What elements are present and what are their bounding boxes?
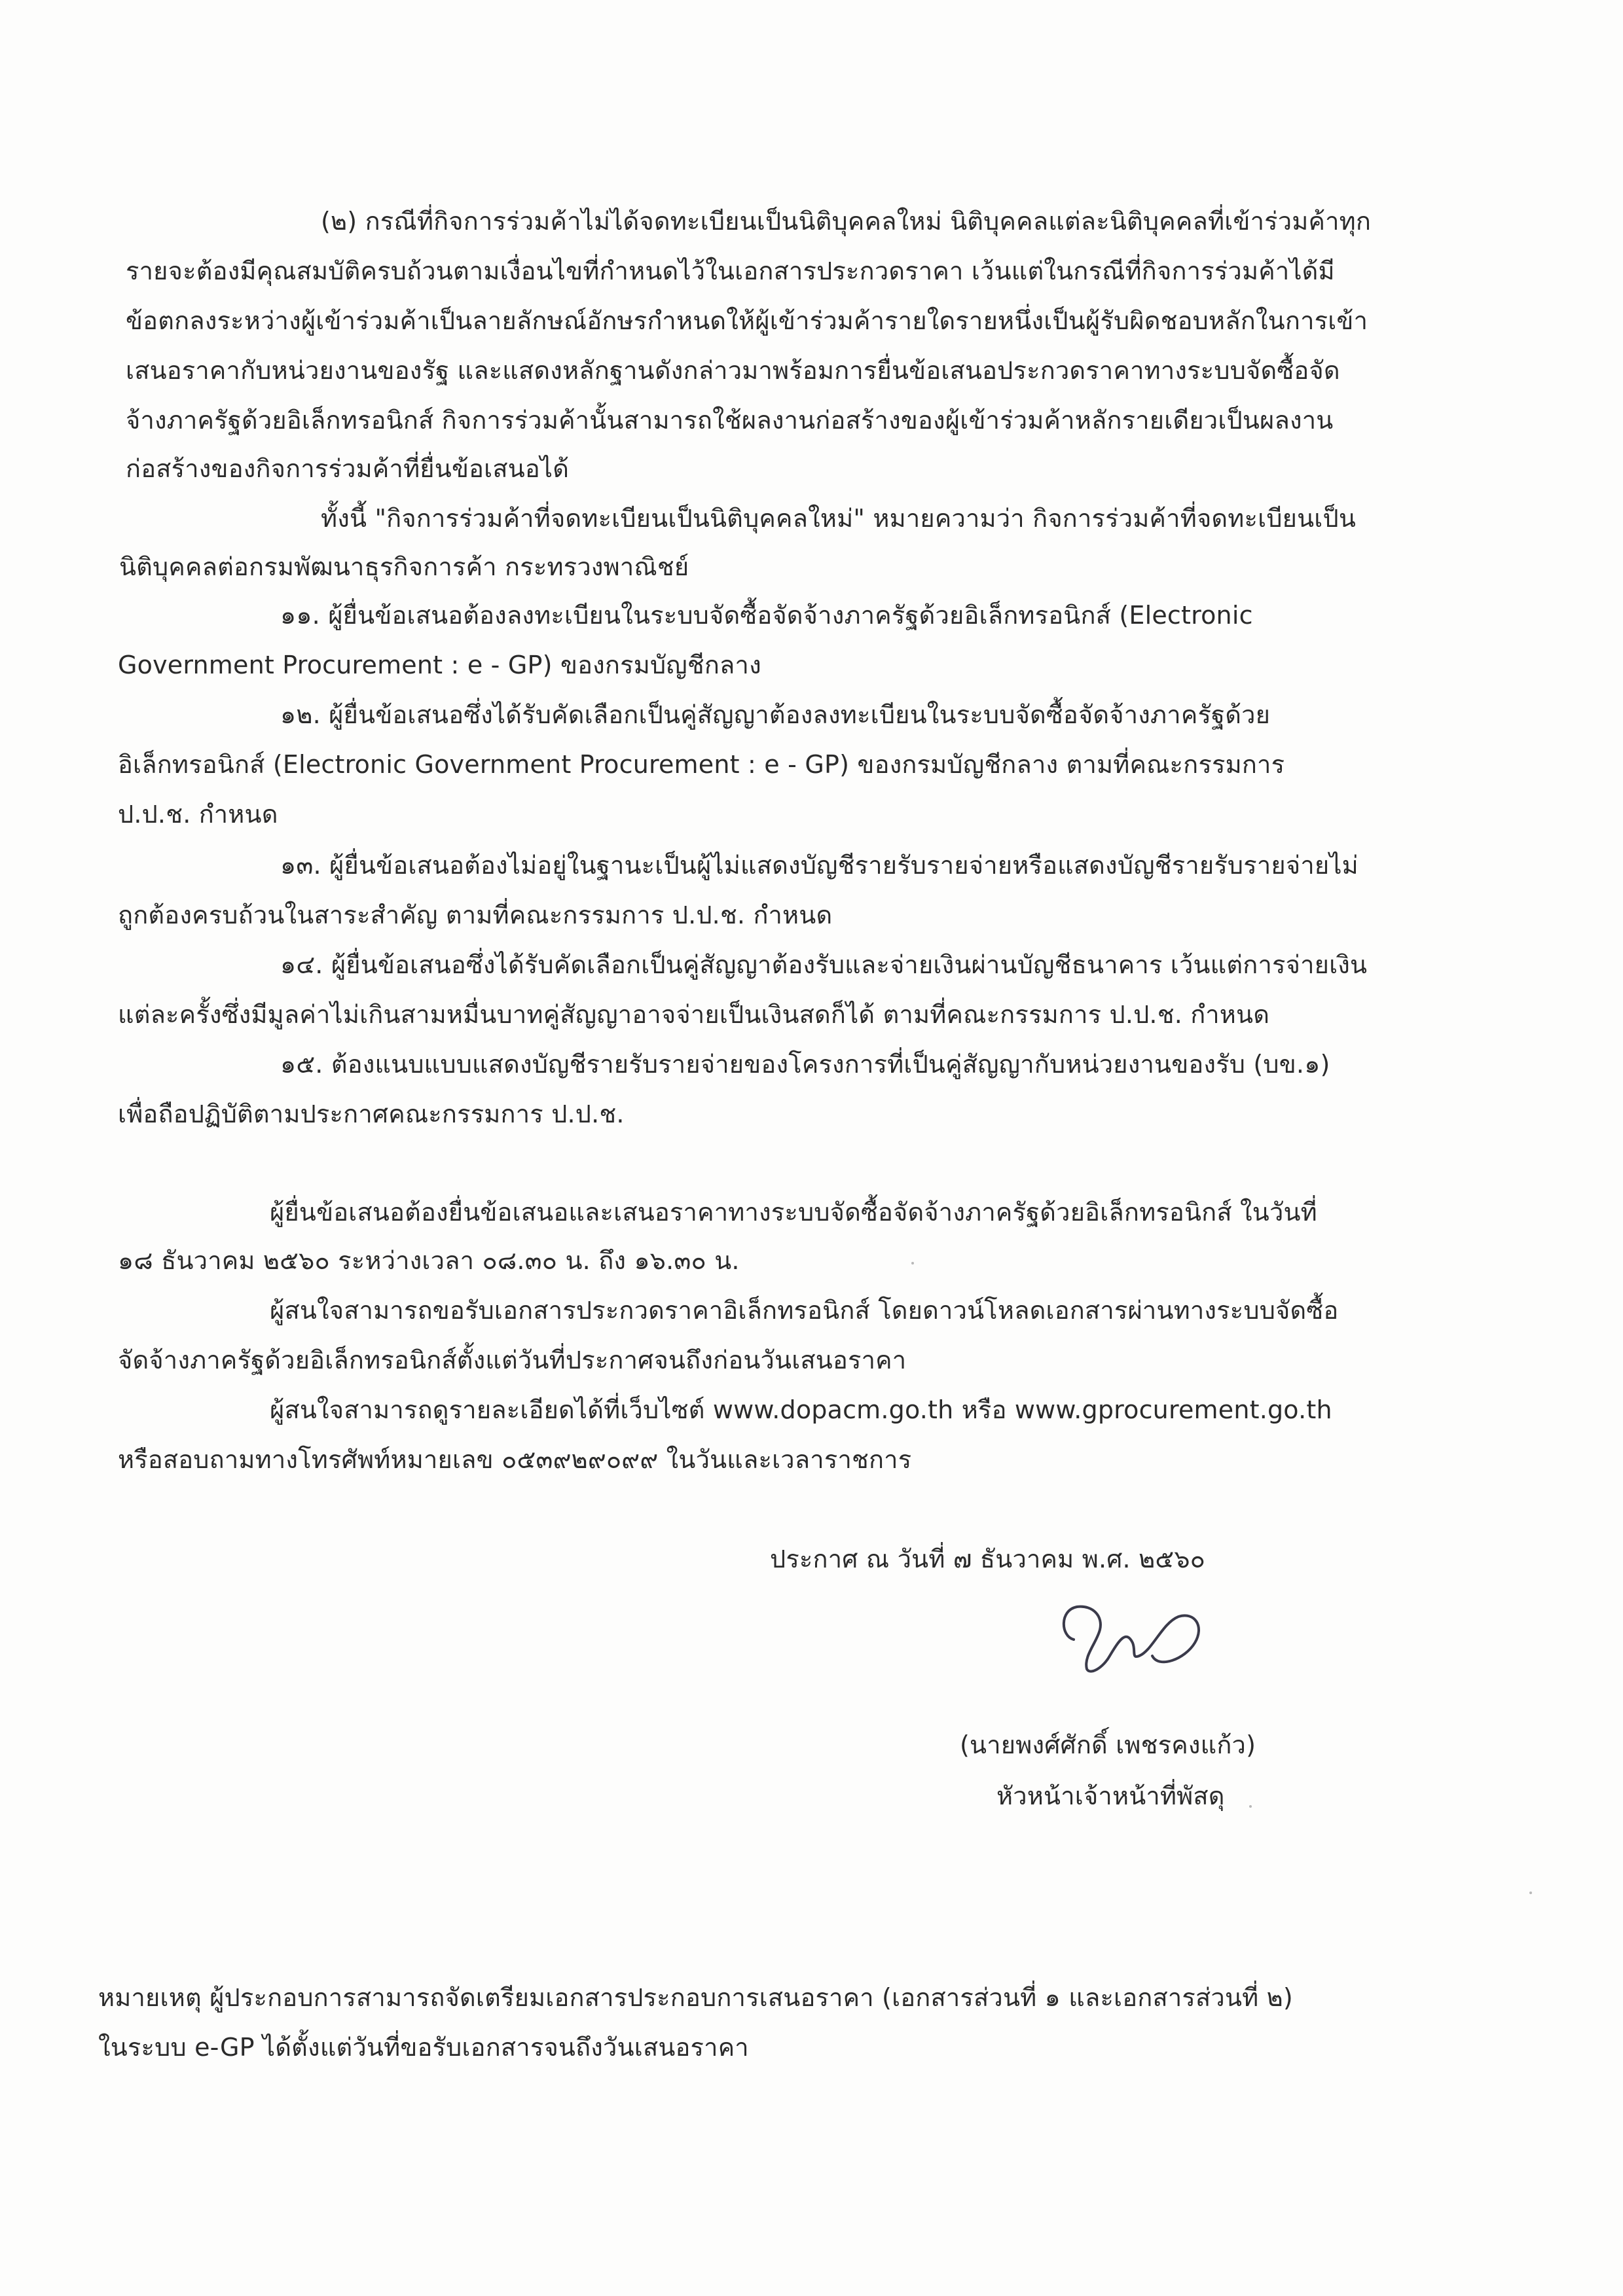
item-14-line-1: ๑๔. ผู้ยื่นข้อเสนอซึ่งได้รับคัดเลือกเป็นคู่สัญญาต้องรับและจ่ายเงินผ่านบัญชีธนาคาร เว้นแต่การจ่ายเงิน bbox=[280, 950, 1368, 979]
item-15-line-2: เพื่อถือปฏิบัติตามประกาศคณะกรรมการ ป.ป.ช. bbox=[118, 1100, 625, 1128]
contact-line-2: หรือสอบถามทางโทรศัพท์หมายเลข ๐๕๓๙๒๙๐๙๙ ในวันและเวลาราชการ bbox=[118, 1445, 912, 1474]
item-12-line-1: ๑๒. ผู้ยื่นข้อเสนอซึ่งได้รับคัดเลือกเป็นคู่สัญญาต้องลงทะเบียนในระบบจัดซื้อจัดจ้างภาครัฐด้วย bbox=[280, 700, 1271, 729]
para-2-line-6: ก่อสร้างของกิจการร่วมค้าที่ยื่นข้อเสนอได้ bbox=[126, 454, 570, 483]
para-2-line-2: รายจะต้องมีคุณสมบัติครบถ้วนตามเงื่อนไขที่กำหนดไว้ในเอกสารประกวดราคา เว้นแต่ในกรณีที่กิจการร่วมค้าได้มี bbox=[126, 257, 1335, 285]
para-2-line-4: เสนอราคากับหน่วยงานของรัฐ และแสดงหลักฐานดังกล่าวมาพร้อมการยื่นข้อเสนอประกวดราคาทางระบบจัดซื้อจัด bbox=[126, 356, 1340, 385]
definition-line-2: นิติบุคคลต่อกรมพัฒนาธุรกิจการค้า กระทรวงพาณิชย์ bbox=[119, 552, 689, 581]
download-line-1: ผู้สนใจสามารถขอรับเอกสารประกวดราคาอิเล็กทรอนิกส์ โดยดาวน์โหลดเอกสารผ่านทางระบบจัดซื้อ bbox=[270, 1296, 1339, 1325]
scan-speck bbox=[1529, 1892, 1532, 1894]
item-12-line-2: อิเล็กทรอนิกส์ (Electronic Government Procurement : e - GP) ของกรมบัญชีกลาง ตามที่คณะกรรมการ bbox=[118, 750, 1285, 779]
submission-line-2: ๑๘ ธันวาคม ๒๕๖๐ ระหว่างเวลา ๐๘.๓๐ น. ถึง ๑๖.๓๐ น. bbox=[118, 1246, 740, 1275]
signatory-position: หัวหน้าเจ้าหน้าที่พัสดุ bbox=[996, 1782, 1225, 1810]
scan-speck bbox=[1249, 1805, 1252, 1808]
para-2-line-5: จ้างภาครัฐด้วยอิเล็กทรอนิกส์ กิจการร่วมค้านั้นสามารถใช้ผลงานก่อสร้างของผู้เข้าร่วมค้าหลักรายเดียวเป็นผลงาน bbox=[126, 406, 1334, 435]
note-line-2: ในระบบ e-GP ได้ตั้งแต่วันที่ขอรับเอกสารจนถึงวันเสนอราคา bbox=[98, 2033, 749, 2062]
para-2-line-3: ข้อตกลงระหว่างผู้เข้าร่วมค้าเป็นลายลักษณ์อักษรกำหนดให้ผู้เข้าร่วมค้ารายใดรายหนึ่งเป็นผู้รับผิดชอบหลักในการเข้า bbox=[126, 306, 1368, 335]
item-13-line-2: ถูกต้องครบถ้วนในสาระสำคัญ ตามที่คณะกรรมการ ป.ป.ช. กำหนด bbox=[118, 901, 833, 929]
signature bbox=[1048, 1590, 1218, 1689]
item-11-line-1: ๑๑. ผู้ยื่นข้อเสนอต้องลงทะเบียนในระบบจัดซื้อจัดจ้างภาครัฐด้วยอิเล็กทรอนิกส์ (Electronic bbox=[280, 601, 1253, 630]
scan-speck bbox=[911, 1262, 914, 1265]
item-13-line-1: ๑๓. ผู้ยื่นข้อเสนอต้องไม่อยู่ในฐานะเป็นผู้ไม่แสดงบัญชีรายรับรายจ่ายหรือแสดงบัญชีรายรับรายจ่ายไม่ bbox=[280, 851, 1359, 880]
contact-line-1: ผู้สนใจสามารถดูรายละเอียดได้ที่เว็บไซต์ www.dopacm.go.th หรือ www.gprocurement.go.th bbox=[270, 1395, 1332, 1424]
announcement-date: ประกาศ ณ วันที่ ๗ ธันวาคม พ.ศ. ๒๕๖๐ bbox=[770, 1545, 1206, 1573]
item-14-line-2: แต่ละครั้งซึ่งมีมูลค่าไม่เกินสามหมื่นบาทคู่สัญญาอาจจ่ายเป็นเงินสดก็ได้ ตามที่คณะกรรมการ ป.ป.ช. กำหนด bbox=[118, 1000, 1270, 1029]
para-2-line-1: (๒) กรณีที่กิจการร่วมค้าไม่ได้จดทะเบียนเป็นนิติบุคคลใหม่ นิติบุคคลแต่ละนิติบุคคลที่เข้าร่วมค้าทุก bbox=[321, 207, 1372, 236]
item-12-line-3: ป.ป.ช. กำหนด bbox=[118, 800, 278, 829]
submission-line-1: ผู้ยื่นข้อเสนอต้องยื่นข้อเสนอและเสนอราคาทางระบบจัดซื้อจัดจ้างภาครัฐด้วยอิเล็กทรอนิกส์ ในวันที่ bbox=[270, 1198, 1317, 1227]
note-line-1: หมายเหตุ ผู้ประกอบการสามารถจัดเตรียมเอกสารประกอบการเสนอราคา (เอกสารส่วนที่ ๑ และเอกสารส่วนที่ ๒) bbox=[98, 1983, 1293, 2012]
item-11-line-2: Government Procurement : e - GP) ของกรมบัญชีกลาง bbox=[118, 651, 761, 679]
download-line-2: จัดจ้างภาครัฐด้วยอิเล็กทรอนิกส์ตั้งแต่วันที่ประกาศจนถึงก่อนวันเสนอราคา bbox=[118, 1346, 907, 1374]
item-15-line-1: ๑๕. ต้องแนบแบบแสดงบัญชีรายรับรายจ่ายของโครงการที่เป็นคู่สัญญากับหน่วยงานของรับ (บข.๑) bbox=[280, 1050, 1330, 1079]
definition-line-1: ทั้งนี้ "กิจการร่วมค้าที่จดทะเบียนเป็นนิติบุคคลใหม่" หมายความว่า กิจการร่วมค้าที่จดทะเบียนเป็น bbox=[321, 504, 1356, 533]
signatory-name: (นายพงศ์ศักดิ์ เพชรคงแก้ว) bbox=[960, 1731, 1256, 1759]
